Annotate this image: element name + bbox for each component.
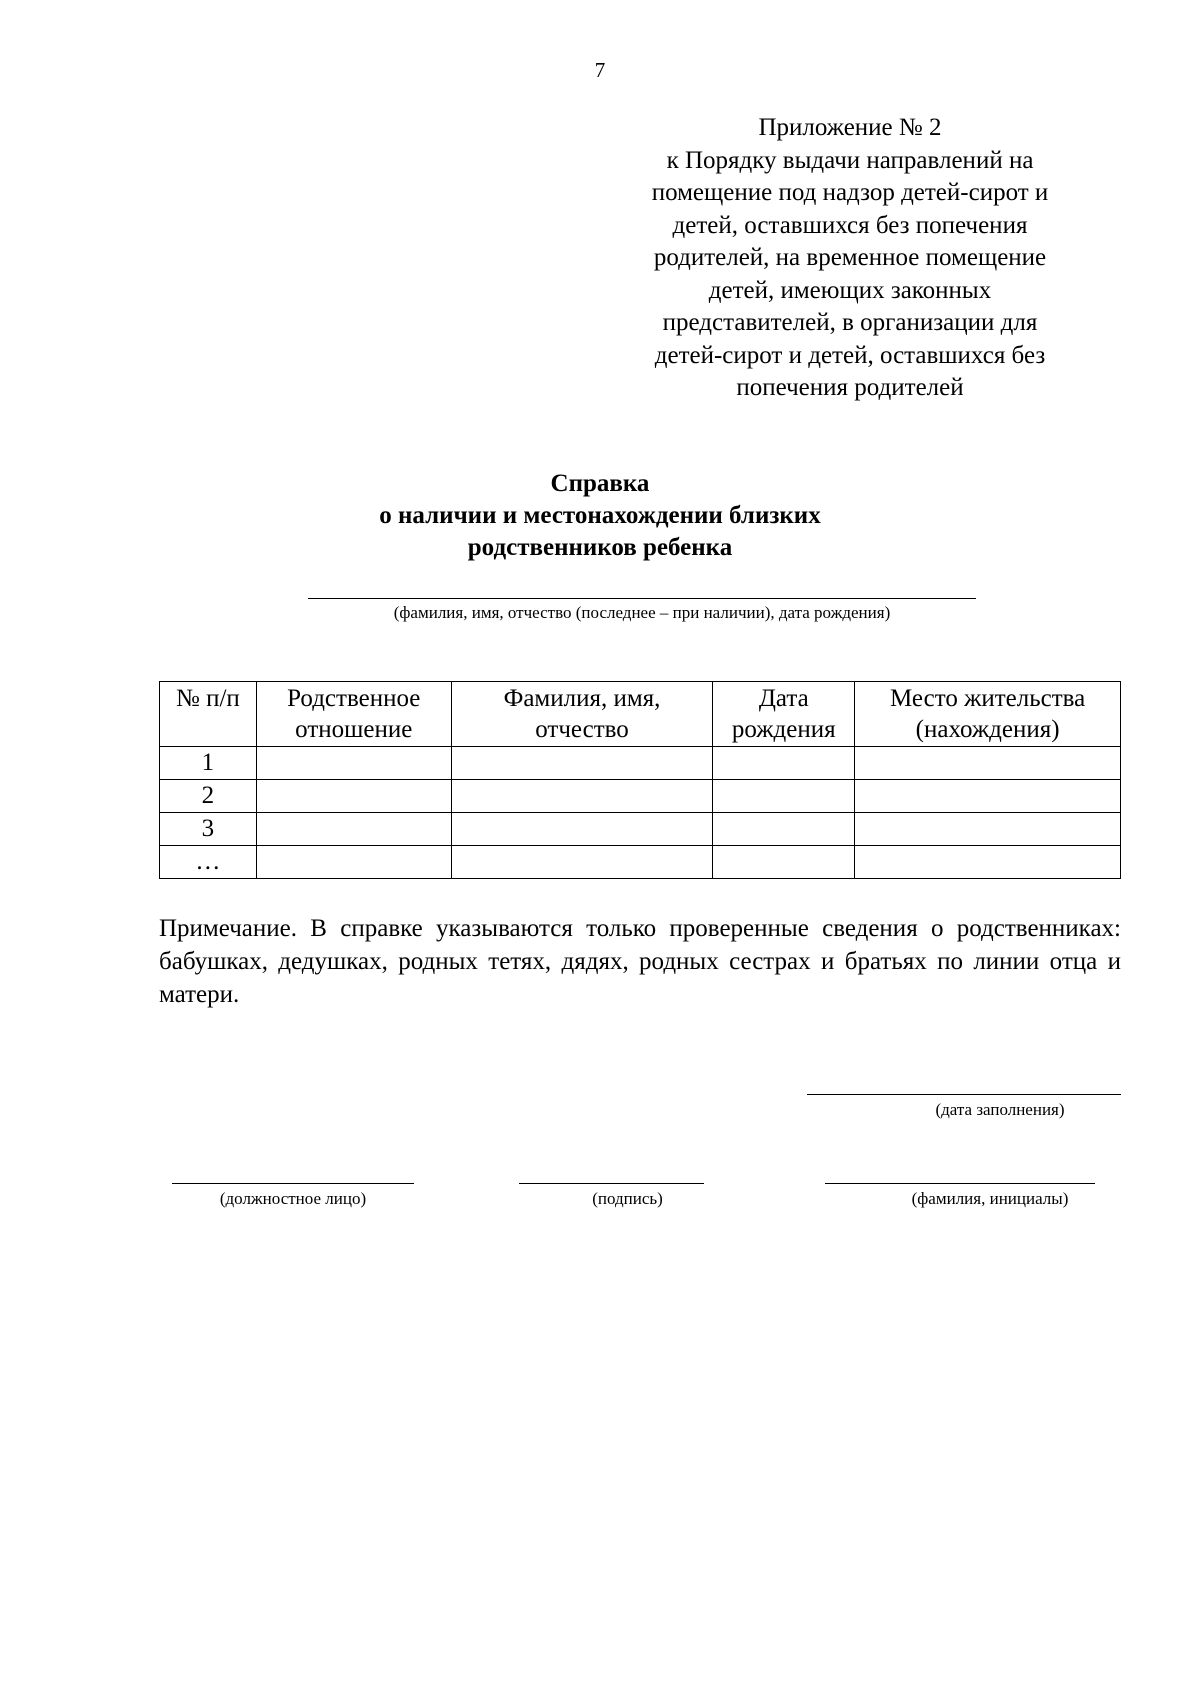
header-text: отчество bbox=[535, 716, 629, 743]
row-number-cell: … bbox=[160, 846, 257, 879]
relationship-cell[interactable] bbox=[256, 747, 451, 780]
title-line-2: о наличии и местонахождении близких bbox=[379, 502, 821, 529]
document-title bbox=[0, 468, 1200, 564]
header-text: Фамилия, имя, bbox=[503, 685, 661, 712]
relationship-cell[interactable] bbox=[256, 813, 451, 846]
table-header-row bbox=[160, 682, 1121, 747]
birth-date-cell[interactable] bbox=[713, 780, 855, 813]
child-name-caption: (фамилия, имя, отчество (последнее – при наличии), дата рождения) bbox=[393, 603, 891, 622]
full-name-cell[interactable] bbox=[451, 846, 713, 879]
header-text: Родственное bbox=[287, 685, 421, 712]
row-number-cell: 3 bbox=[160, 813, 257, 846]
header-text: (нахождения) bbox=[915, 716, 1060, 743]
relationship-cell[interactable] bbox=[256, 846, 451, 879]
table-row bbox=[160, 780, 1121, 813]
date-caption: (дата заполнения) bbox=[935, 1100, 1065, 1119]
table-row bbox=[160, 747, 1121, 780]
header-text: Дата bbox=[758, 685, 809, 712]
residence-cell[interactable] bbox=[855, 846, 1121, 879]
date-field-line[interactable] bbox=[807, 1094, 1121, 1095]
appendix-line: к Порядку выдачи направлений на bbox=[666, 146, 1034, 174]
name-initials-caption: (фамилия, инициалы) bbox=[911, 1189, 1069, 1208]
row-number-cell: 2 bbox=[160, 780, 257, 813]
signature-caption: (подпись) bbox=[592, 1189, 663, 1208]
appendix-line: Приложение № 2 bbox=[758, 114, 942, 141]
birth-date-cell[interactable] bbox=[713, 813, 855, 846]
header-text: отношение bbox=[295, 716, 413, 743]
birth-date-cell[interactable] bbox=[713, 747, 855, 780]
appendix-line: родителей, на временное помещение bbox=[653, 244, 1047, 271]
table-row bbox=[160, 846, 1121, 879]
appendix-line: детей-сирот и детей, оставшихся без bbox=[654, 341, 1046, 369]
row-number-cell: 1 bbox=[160, 747, 257, 780]
header-text: рождения bbox=[731, 716, 836, 743]
residence-cell[interactable] bbox=[855, 813, 1121, 846]
header-residence bbox=[855, 682, 1121, 747]
header-relationship bbox=[256, 682, 451, 747]
page-number: 7 bbox=[594, 58, 606, 82]
header-number bbox=[160, 682, 257, 747]
appendix-line: детей, имеющих законных bbox=[708, 276, 992, 304]
title-line-3: родственников ребенка bbox=[467, 534, 733, 561]
full-name-cell[interactable] bbox=[451, 813, 713, 846]
relationship-cell[interactable] bbox=[256, 780, 451, 813]
relatives-table bbox=[159, 681, 1121, 879]
full-name-cell[interactable] bbox=[451, 747, 713, 780]
appendix-line: детей, оставшихся без попечения bbox=[672, 211, 1028, 239]
header-full-name bbox=[451, 682, 713, 747]
name-initials-field-line[interactable] bbox=[825, 1183, 1095, 1184]
full-name-cell[interactable] bbox=[451, 780, 713, 813]
birth-date-cell[interactable] bbox=[713, 846, 855, 879]
official-caption: (должностное лицо) bbox=[219, 1189, 367, 1208]
residence-cell[interactable] bbox=[855, 747, 1121, 780]
official-field-line[interactable] bbox=[172, 1183, 414, 1184]
table-row bbox=[160, 813, 1121, 846]
header-birth-date bbox=[713, 682, 855, 747]
appendix-line: представителей, в организации для bbox=[662, 309, 1038, 336]
signature-field-line[interactable] bbox=[519, 1183, 704, 1184]
title-line-1: Справка bbox=[550, 470, 650, 497]
appendix-line: помещение под надзор детей-сирот и bbox=[651, 179, 1049, 206]
appendix-header bbox=[620, 112, 1080, 405]
appendix-line: попечения родителей bbox=[736, 374, 964, 401]
residence-cell[interactable] bbox=[855, 780, 1121, 813]
note-paragraph: Примечание. В справке указываются только проверенные сведения о родственниках: бабушках, дедушках, родных тетях, дядях, родных сестрах и братьях по линии отца и матери. bbox=[159, 915, 1121, 1008]
header-text: № п/п bbox=[176, 685, 240, 712]
header-text: Место жительства bbox=[890, 685, 1086, 712]
child-name-field-line[interactable] bbox=[308, 598, 976, 599]
